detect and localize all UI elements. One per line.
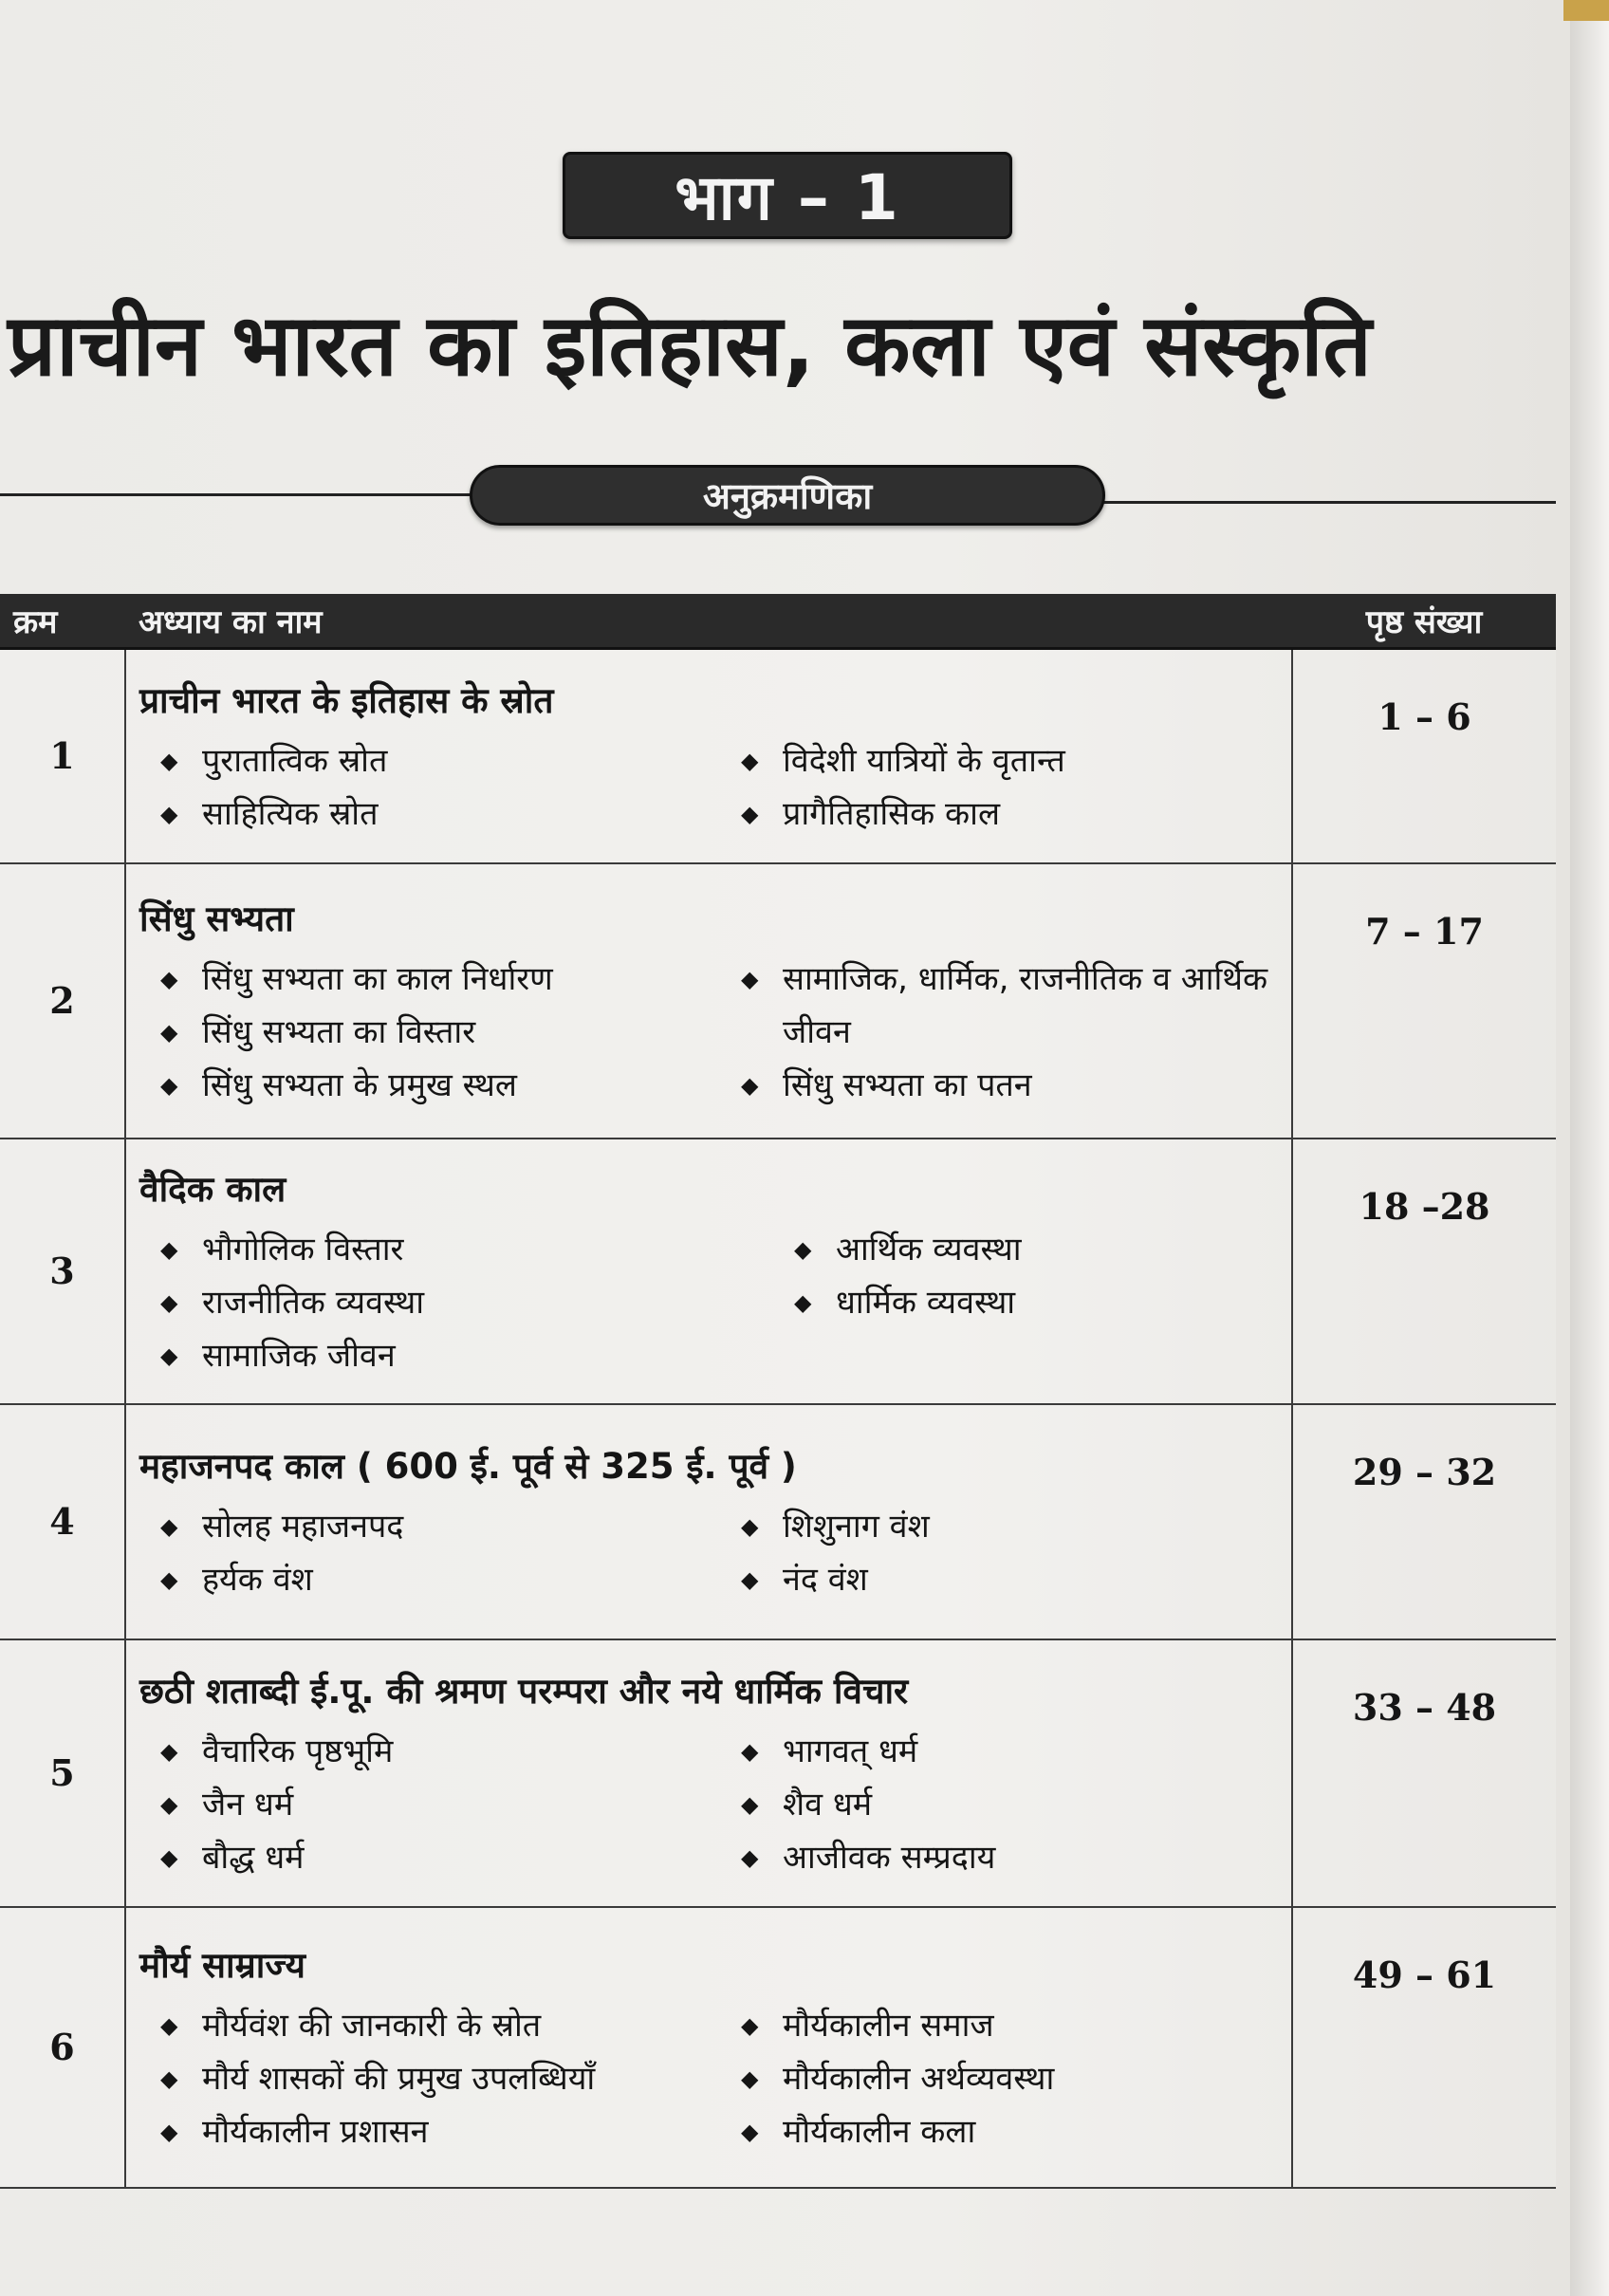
topic-text: मौर्यकालीन प्रशासन	[202, 2113, 429, 2151]
topic-item	[139, 1553, 701, 1606]
topic-list-right	[720, 1223, 1282, 1382]
topic-text: हर्यक वंश	[202, 1561, 313, 1599]
topic-text: भागवत् धर्म	[783, 1732, 918, 1770]
topic-list-left	[139, 1725, 701, 1884]
page-range: 49 – 61	[1292, 1907, 1556, 2188]
diamond-bullet-icon: ◆	[741, 1513, 759, 1540]
chapter-title: वैदिक काल	[139, 1169, 287, 1210]
topic-item	[773, 1276, 1282, 1329]
chapter-number: 3	[0, 1139, 125, 1404]
topic-item	[720, 953, 1282, 1059]
topic-text: मौर्य शासकों की प्रमुख उपलब्धियाँ	[202, 2060, 596, 2098]
topic-item	[139, 1006, 701, 1059]
topic-list-right	[720, 953, 1282, 1112]
table-row	[0, 649, 1556, 863]
diamond-bullet-icon: ◆	[741, 2065, 759, 2092]
topic-text: मौर्यवंश की जानकारी के स्रोत	[202, 2007, 542, 2045]
diamond-bullet-icon: ◆	[794, 1289, 812, 1316]
diamond-bullet-icon: ◆	[160, 1738, 178, 1765]
chapter-content	[125, 1404, 1292, 1639]
topic-text: धार्मिक व्यवस्था	[836, 1284, 1016, 1322]
header-serial: क्रम	[0, 594, 125, 649]
chapter-number: 6	[0, 1907, 125, 2188]
chapter-number: 5	[0, 1639, 125, 1907]
topic-text: पुरातात्विक स्रोत	[202, 742, 388, 781]
topic-item	[139, 1223, 701, 1276]
topic-item	[720, 2105, 1282, 2158]
index-label: अनुक्रमणिका	[470, 465, 1105, 526]
diamond-bullet-icon: ◆	[741, 966, 759, 992]
diamond-bullet-icon: ◆	[160, 966, 178, 992]
contents-table	[0, 594, 1556, 2189]
diamond-bullet-icon: ◆	[741, 1738, 759, 1765]
topic-list-right	[720, 1999, 1282, 2158]
diamond-bullet-icon: ◆	[160, 748, 178, 775]
topic-list-left	[139, 734, 701, 841]
topic-item	[773, 1223, 1282, 1276]
chapter-content	[125, 1139, 1292, 1404]
page-range: 33 – 48	[1292, 1639, 1556, 1907]
diamond-bullet-icon: ◆	[741, 2012, 759, 2039]
topic-item	[720, 2052, 1282, 2105]
topic-item	[720, 1500, 1282, 1553]
topic-list-right	[720, 1500, 1282, 1606]
topic-text: नंद वंश	[783, 1561, 868, 1599]
diamond-bullet-icon: ◆	[160, 2119, 178, 2145]
topic-item	[139, 1831, 701, 1884]
topic-item	[139, 1999, 701, 2052]
chapter-title: छठी शताब्दी ई.पू. की श्रमण परम्परा और नये धार्मिक विचार	[139, 1671, 909, 1712]
topic-item	[139, 1778, 701, 1831]
topic-text: प्रागैतिहासिक काल	[783, 795, 1001, 834]
chapter-title: मौर्य साम्राज्य	[139, 1945, 305, 1986]
table-row	[0, 1404, 1556, 1639]
chapter-title: महाजनपद काल ( 600 ई. पूर्व से 325 ई. पूर्व )	[139, 1446, 797, 1487]
topic-columns	[139, 734, 1282, 841]
topic-text: मौर्यकालीन अर्थव्यवस्था	[783, 2060, 1055, 2098]
diamond-bullet-icon: ◆	[160, 1844, 178, 1871]
chapter-number: 4	[0, 1404, 125, 1639]
topic-item	[139, 1329, 701, 1382]
topic-columns	[139, 1223, 1282, 1382]
topic-item	[139, 1276, 701, 1329]
diamond-bullet-icon: ◆	[741, 1791, 759, 1818]
page-range: 7 – 17	[1292, 863, 1556, 1139]
topic-item	[139, 2105, 701, 2158]
topic-item	[139, 1725, 701, 1778]
chapter-content	[125, 649, 1292, 863]
chapter-number: 1	[0, 649, 125, 863]
topic-item	[720, 1725, 1282, 1778]
topic-text: सामाजिक जीवन	[202, 1337, 396, 1375]
topic-list-left	[139, 1223, 701, 1382]
topic-item	[720, 1553, 1282, 1606]
diamond-bullet-icon: ◆	[741, 1072, 759, 1099]
topic-text: सिंधु सभ्यता का पतन	[783, 1066, 1032, 1104]
topic-item	[720, 1059, 1282, 1112]
diamond-bullet-icon: ◆	[741, 1566, 759, 1593]
topic-item	[139, 953, 701, 1006]
diamond-bullet-icon: ◆	[741, 1844, 759, 1871]
topic-item	[720, 1778, 1282, 1831]
topic-text: आजीवक सम्प्रदाय	[783, 1839, 996, 1877]
page-range: 18 –28	[1292, 1139, 1556, 1404]
diamond-bullet-icon: ◆	[160, 801, 178, 828]
diamond-bullet-icon: ◆	[741, 2119, 759, 2145]
diamond-bullet-icon: ◆	[794, 1236, 812, 1263]
diamond-bullet-icon: ◆	[741, 801, 759, 828]
topic-text: मौर्यकालीन समाज	[783, 2007, 994, 2045]
header-pages: पृष्ठ संख्या	[1292, 594, 1556, 649]
table-row	[0, 1907, 1556, 2188]
topic-columns	[139, 1725, 1282, 1884]
topic-text: शिशुनाग वंश	[783, 1508, 930, 1546]
main-title: प्राचीन भारत का इतिहास, कला एवं संस्कृति	[8, 296, 1372, 396]
topic-list-right	[720, 734, 1282, 841]
topic-text: सोलह महाजनपद	[202, 1508, 404, 1546]
chapter-title: सिंधु सभ्यता	[139, 898, 294, 939]
topic-item	[139, 1500, 701, 1553]
corner-tab	[1563, 0, 1609, 21]
rule-right	[1100, 501, 1556, 504]
topic-text: सामाजिक, धार्मिक, राजनीतिक व आर्थिक जीवन	[783, 960, 1268, 1051]
diamond-bullet-icon: ◆	[160, 1513, 178, 1540]
topic-text: शैव धर्म	[783, 1786, 873, 1824]
topic-text: विदेशी यात्रियों के वृतान्त	[783, 742, 1065, 781]
rule-left	[0, 493, 474, 496]
topic-text: सिंधु सभ्यता का विस्तार	[202, 1013, 476, 1051]
table-row	[0, 1139, 1556, 1404]
diamond-bullet-icon: ◆	[160, 1566, 178, 1593]
topic-item	[139, 1059, 701, 1112]
topic-text: मौर्यकालीन कला	[783, 2113, 976, 2151]
diamond-bullet-icon: ◆	[160, 1072, 178, 1099]
chapter-content	[125, 1639, 1292, 1907]
diamond-bullet-icon: ◆	[741, 748, 759, 775]
topic-list-right	[720, 1725, 1282, 1884]
diamond-bullet-icon: ◆	[160, 2065, 178, 2092]
diamond-bullet-icon: ◆	[160, 1791, 178, 1818]
topic-text: बौद्ध धर्म	[202, 1839, 305, 1877]
chapter-number: 2	[0, 863, 125, 1139]
topic-item	[720, 787, 1282, 841]
table-header-row	[0, 594, 1556, 649]
topic-list-left	[139, 1500, 701, 1606]
topic-text: वैचारिक पृष्ठभूमि	[202, 1732, 394, 1770]
topic-text: जैन धर्म	[202, 1786, 294, 1824]
topic-text: भौगोलिक विस्तार	[202, 1231, 404, 1268]
topic-text: राजनीतिक व्यवस्था	[202, 1284, 425, 1322]
topic-columns	[139, 953, 1282, 1112]
topic-list-left	[139, 1999, 701, 2158]
table-row	[0, 1639, 1556, 1907]
page-range: 1 – 6	[1292, 649, 1556, 863]
topic-columns	[139, 1500, 1282, 1606]
topic-text: सिंधु सभ्यता का काल निर्धारण	[202, 960, 553, 998]
diamond-bullet-icon: ◆	[160, 2012, 178, 2039]
table-row	[0, 863, 1556, 1139]
chapter-content	[125, 1907, 1292, 2188]
topic-item	[139, 787, 701, 841]
diamond-bullet-icon: ◆	[160, 1342, 178, 1369]
page-range: 29 – 32	[1292, 1404, 1556, 1639]
part-label: भाग – 1	[563, 152, 1012, 239]
topic-item	[720, 1831, 1282, 1884]
header-chapter: अध्याय का नाम	[125, 594, 1292, 649]
diamond-bullet-icon: ◆	[160, 1236, 178, 1263]
topic-item	[139, 734, 701, 787]
page-edge	[1570, 0, 1609, 2296]
topic-columns	[139, 1999, 1282, 2158]
diamond-bullet-icon: ◆	[160, 1019, 178, 1046]
topic-item	[720, 1999, 1282, 2052]
topic-list-left	[139, 953, 701, 1112]
topic-item	[720, 734, 1282, 787]
chapter-title: प्राचीन भारत के इतिहास के स्रोत	[139, 680, 554, 722]
diamond-bullet-icon: ◆	[160, 1289, 178, 1316]
chapter-content	[125, 863, 1292, 1139]
topic-text: सिंधु सभ्यता के प्रमुख स्थल	[202, 1066, 517, 1104]
topic-text: आर्थिक व्यवस्था	[836, 1231, 1022, 1268]
topic-text: साहित्यिक स्रोत	[202, 795, 379, 834]
topic-item	[139, 2052, 701, 2105]
